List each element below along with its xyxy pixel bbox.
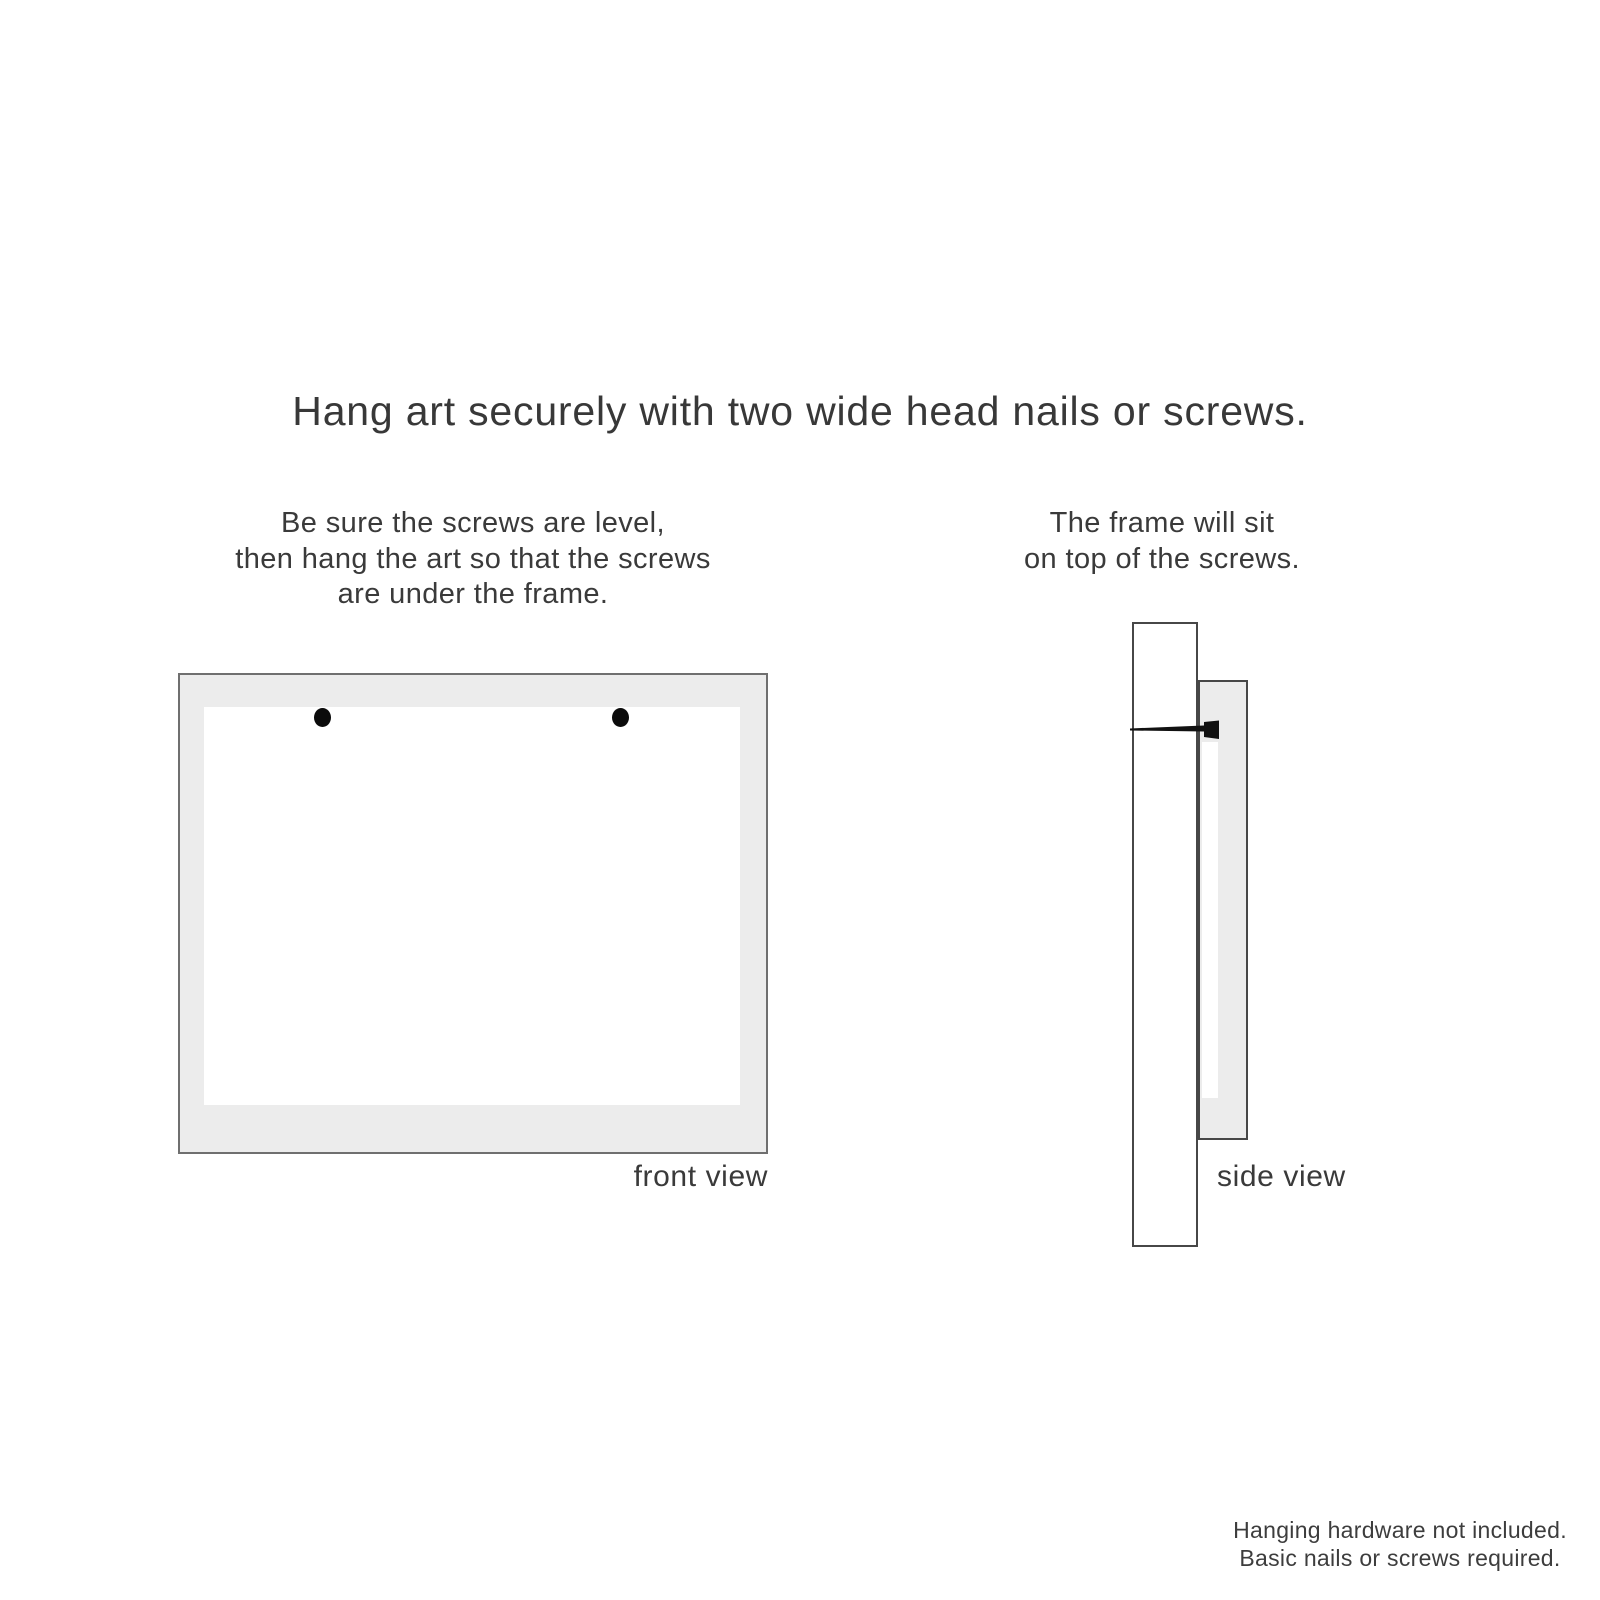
frame-front-rect	[178, 673, 768, 1154]
instruction-line: then hang the art so that the screws	[235, 542, 711, 575]
front-view-instructions	[178, 506, 768, 613]
side-view-instructions	[962, 506, 1362, 577]
instruction-line: Be sure the screws are level,	[281, 507, 665, 539]
page-title: Hang art securely with two wide head nails or screws.	[292, 388, 1308, 434]
front-view-label: front view	[633, 1160, 768, 1193]
screw-dot-left	[314, 708, 331, 727]
hardware-note-line: Hanging hardware not included.	[1233, 1517, 1567, 1543]
instruction-line: on top of the screws.	[1024, 542, 1300, 575]
frame-mat-area	[204, 707, 740, 1105]
side-view-label: side view	[1217, 1160, 1346, 1193]
frame-side-gap	[1202, 742, 1218, 1098]
nail-icon	[1124, 714, 1224, 746]
screw-dot-right	[612, 708, 629, 727]
instruction-line: The frame will sit	[1049, 507, 1275, 539]
instruction-line: are under the frame.	[337, 578, 609, 610]
hardware-note	[1232, 1516, 1568, 1572]
hardware-note-line: Basic nails or screws required.	[1239, 1545, 1561, 1571]
